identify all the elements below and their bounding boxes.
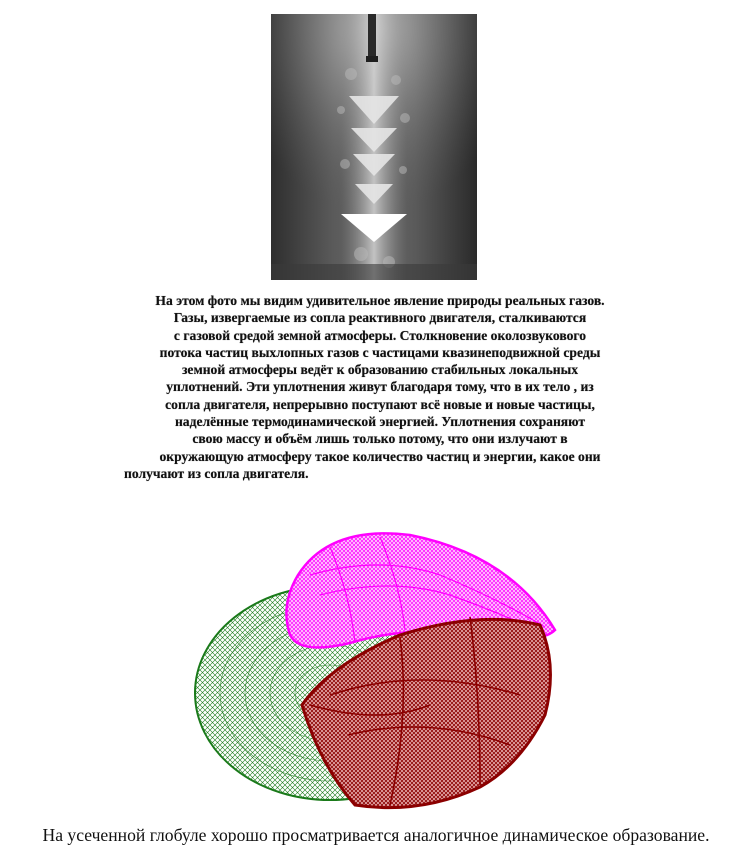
paragraph-line: На этом фото мы видим удивительное явление природы реальных газов. bbox=[155, 293, 605, 308]
paragraph-line: получают из сопла двигателя. bbox=[124, 465, 309, 481]
description-paragraph bbox=[100, 292, 660, 482]
paragraph-line: свою массу и объём лишь только потому, что они излучают в bbox=[192, 431, 568, 447]
figure-caption: На усеченной глобуле хорошо просматривается аналогичное динамическое образование. bbox=[42, 825, 710, 845]
truncated-globule-figure bbox=[180, 515, 575, 815]
paragraph-line: с газовой средой земной атмосферы. Столкновение околозвукового bbox=[173, 327, 587, 343]
nozzle bbox=[368, 14, 376, 58]
paragraph-line: уплотнений. Эти уплотнения живут благодаря тому, что в их тело , из bbox=[166, 379, 594, 395]
paragraph-line: наделённые термодинамической энергией. Уплотнения сохраняют bbox=[174, 414, 586, 430]
paragraph-line: земной атмосферы ведёт к образованию стабильных локальных bbox=[181, 362, 579, 378]
paragraph-line: окружающую атмосферу такое количество частиц и энергии, какое они bbox=[159, 448, 601, 464]
paragraph-line: потока частиц выхлопных газов с частицами квазинеподвижной среды bbox=[159, 344, 601, 360]
paragraph-line: сопла двигателя, непрерывно поступают всё новые и новые частицы, bbox=[165, 396, 595, 412]
jet-exhaust-photo bbox=[271, 14, 477, 280]
paragraph-line: Газы, извергаемые из сопла реактивного двигателя, сталкиваются bbox=[173, 310, 587, 326]
